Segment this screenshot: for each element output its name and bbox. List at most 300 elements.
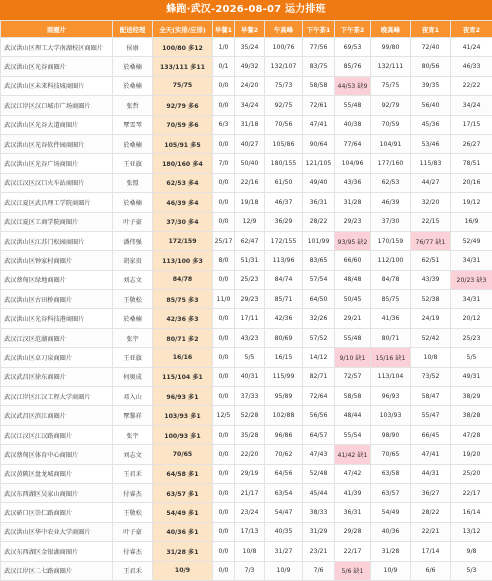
table-row[interactable] <box>1 522 492 541</box>
shift-cell: 49/32 <box>235 57 265 76</box>
shift-cell: 9/8 <box>451 542 492 561</box>
shift-cell: 55/48 <box>335 328 371 347</box>
manager-cell: 王敬松 <box>113 503 153 522</box>
total-cell: 75/75 <box>153 76 213 95</box>
total-cell: 16/16 <box>153 348 213 367</box>
column-header[interactable]: 夜宵2 <box>451 21 492 38</box>
shift-cell: 57/52 <box>303 328 335 347</box>
shift-cell: 22/17 <box>335 542 371 561</box>
shift-cell: 177/160 <box>371 154 411 173</box>
shift-cell: 84/78 <box>371 270 411 289</box>
column-header[interactable]: 早餐2 <box>235 21 265 38</box>
shift-cell: 25/17 <box>213 231 235 250</box>
shift-cell: 42/36 <box>265 309 303 328</box>
shift-cell: 49/40 <box>303 173 335 192</box>
shift-cell: 10/9 <box>265 561 303 580</box>
shift-cell: 56/40 <box>411 96 451 115</box>
manager-cell: 覃黎祥 <box>113 406 153 425</box>
shift-cell: 80/56 <box>411 57 451 76</box>
shift-cell: 46/37 <box>265 193 303 212</box>
shift-cell: 25/23 <box>235 270 265 289</box>
manager-cell: 覃雪琴 <box>113 115 153 134</box>
roster-table <box>0 20 492 581</box>
shift-cell: 36/31 <box>335 503 371 522</box>
shift-cell: 7/6 <box>303 561 335 580</box>
shift-cell: 113/104 <box>371 367 411 386</box>
shift-cell: 45/36 <box>411 115 451 134</box>
shift-cell: 40/38 <box>335 115 371 134</box>
shift-cell: 62/53 <box>371 173 411 192</box>
shift-cell: 20/12 <box>451 309 492 328</box>
shift-cell: 58/58 <box>303 76 335 95</box>
total-cell: 46/39 多4 <box>153 193 213 212</box>
shift-cell: 40/35 <box>265 522 303 541</box>
shift-cell: 0/0 <box>213 76 235 95</box>
shift-cell: 31/29 <box>303 522 335 541</box>
shift-cell: 47/41 <box>411 445 451 464</box>
shift-cell: 0/0 <box>213 134 235 153</box>
shift-cell: 7/0 <box>213 154 235 173</box>
store-cell: 武汉江汉区汉口火车站商圈片 <box>1 173 113 192</box>
manager-cell: 叶子豪 <box>113 212 153 231</box>
table-row[interactable] <box>1 445 492 464</box>
shift-cell: 70/62 <box>265 445 303 464</box>
manager-cell: 王亚旗 <box>113 348 153 367</box>
shift-cell: 58/47 <box>411 387 451 406</box>
table-row[interactable] <box>1 231 492 250</box>
shift-cell: 22/16 <box>235 173 265 192</box>
shift-cell: 90/64 <box>303 134 335 153</box>
shift-cell: 22/15 <box>411 212 451 231</box>
shift-cell: 47/42 <box>335 464 371 483</box>
shift-cell: 44/53 缺9 <box>335 76 371 95</box>
store-cell: 武汉洪山区理工大学南湖校区商圈片 <box>1 38 113 57</box>
total-cell: 172/159 <box>153 231 213 250</box>
shift-cell: 0/0 <box>213 387 235 406</box>
shift-cell: 84/74 <box>265 270 303 289</box>
shift-cell: 100/76 <box>265 38 303 57</box>
shift-cell: 0/0 <box>213 542 235 561</box>
shift-cell: 51/31 <box>235 251 265 270</box>
shift-cell: 0/0 <box>213 96 235 115</box>
shift-cell: 40/31 <box>235 367 265 386</box>
total-cell: 40/36 多1 <box>153 522 213 541</box>
table-row[interactable] <box>1 309 492 328</box>
shift-cell: 29/19 <box>235 464 265 483</box>
shift-cell: 41/24 <box>451 38 492 57</box>
shift-cell: 172/155 <box>265 231 303 250</box>
shift-cell: 29/23 <box>335 212 371 231</box>
total-cell: 70/59 多6 <box>153 115 213 134</box>
shift-cell: 58/58 <box>335 387 371 406</box>
shift-cell: 102/88 <box>265 406 303 425</box>
shift-cell: 52/42 <box>411 328 451 347</box>
shift-cell: 22/21 <box>411 522 451 541</box>
table-row[interactable] <box>1 425 492 444</box>
store-cell: 武汉蔡甸区体育中心商圈片 <box>1 445 113 464</box>
column-header[interactable]: 商圈片 <box>1 21 113 38</box>
shift-cell: 72/64 <box>303 387 335 406</box>
shift-cell: 64/57 <box>303 425 335 444</box>
shift-cell: 48/48 <box>335 270 371 289</box>
table-row[interactable] <box>1 96 492 115</box>
store-cell: 武汉江汉区范湖商圈片 <box>1 328 113 347</box>
column-header[interactable]: 下午茶2 <box>335 21 371 38</box>
shift-cell: 132/111 <box>371 57 411 76</box>
shift-cell: 5/5 <box>451 348 492 367</box>
shift-cell: 38/28 <box>451 406 492 425</box>
column-header[interactable]: 全天(实排/应排) <box>153 21 213 38</box>
shift-cell: 48/44 <box>335 406 371 425</box>
manager-cell: 王敬松 <box>113 290 153 309</box>
total-cell: 10/9 <box>153 561 213 580</box>
shift-cell: 16/9 <box>451 212 492 231</box>
shift-cell: 53/46 <box>411 134 451 153</box>
shift-cell: 10/9 <box>371 561 411 580</box>
manager-cell: 张哲 <box>113 96 153 115</box>
shift-cell: 54/47 <box>265 503 303 522</box>
page-title: 蜂跑·武汉-2026-08-07 运力排班 <box>0 0 492 20</box>
table-header-row <box>1 21 492 38</box>
shift-cell: 64/56 <box>265 464 303 483</box>
total-cell: 133/111 多11 <box>153 57 213 76</box>
shift-cell: 92/75 <box>265 96 303 115</box>
shift-cell: 52/38 <box>411 290 451 309</box>
shift-cell: 40/36 <box>371 522 411 541</box>
table-row[interactable] <box>1 154 492 173</box>
shift-cell: 0/0 <box>213 503 235 522</box>
column-header[interactable]: 配送经理 <box>113 21 153 38</box>
shift-cell: 47/28 <box>451 425 492 444</box>
shift-cell: 6/3 <box>213 115 235 134</box>
manager-cell: 王亚旗 <box>113 154 153 173</box>
store-cell: 武汉洪山区光谷大道商圈片 <box>1 115 113 134</box>
shift-cell: 52/49 <box>451 231 492 250</box>
shift-cell: 1/0 <box>213 38 235 57</box>
shift-cell: 66/45 <box>411 425 451 444</box>
shift-cell: 22/17 <box>451 483 492 502</box>
shift-cell: 41/36 <box>371 309 411 328</box>
table-row[interactable] <box>1 270 492 289</box>
store-cell: 武汉武昌区滨江商圈片 <box>1 406 113 425</box>
total-cell: 70/65 <box>153 445 213 464</box>
shift-cell: 92/79 <box>371 96 411 115</box>
shift-cell: 72/61 <box>303 96 335 115</box>
shift-cell: 47/41 <box>303 115 335 134</box>
shift-cell: 32/20 <box>411 193 451 212</box>
shift-cell: 15/16 缺1 <box>371 348 411 367</box>
manager-cell: 张宇 <box>113 425 153 444</box>
shift-cell: 20/23 缺3 <box>451 270 492 289</box>
shift-cell: 80/71 <box>371 328 411 347</box>
table-row[interactable] <box>1 115 492 134</box>
store-cell: 武汉东西湖区吴家山商圈片 <box>1 483 113 502</box>
shift-cell: 104/91 <box>371 134 411 153</box>
shift-cell: 19/18 <box>235 193 265 212</box>
table-row[interactable] <box>1 464 492 483</box>
shift-cell: 16/14 <box>451 503 492 522</box>
column-header[interactable]: 下午茶1 <box>303 21 335 38</box>
shift-cell: 0/0 <box>213 348 235 367</box>
shift-cell: 9/10 缺1 <box>335 348 371 367</box>
manager-cell: 邓入山 <box>113 387 153 406</box>
table-row[interactable] <box>1 173 492 192</box>
shift-cell: 29/28 <box>335 522 371 541</box>
shift-cell: 66/60 <box>335 251 371 270</box>
shift-cell: 17/14 <box>411 542 451 561</box>
store-cell: 武汉洪山区光谷软件园商圈片 <box>1 134 113 153</box>
store-cell: 武汉洪山区未来科技城商圈片 <box>1 76 113 95</box>
store-cell: 武汉江汉区江汉路商圈片 <box>1 425 113 444</box>
shift-cell: 0/0 <box>213 483 235 502</box>
shift-cell: 25/20 <box>451 464 492 483</box>
shift-cell: 95/89 <box>265 387 303 406</box>
shift-cell: 38/33 <box>303 503 335 522</box>
shift-cell: 56/56 <box>303 406 335 425</box>
shift-cell: 34/31 <box>451 290 492 309</box>
total-cell: 115/104 多1 <box>153 367 213 386</box>
table-row[interactable] <box>1 503 492 522</box>
shift-cell: 101/99 <box>303 231 335 250</box>
shift-cell: 50/45 <box>335 290 371 309</box>
shift-cell: 21/17 <box>235 483 265 502</box>
table-row[interactable] <box>1 212 492 231</box>
shift-cell: 62/51 <box>411 251 451 270</box>
shift-cell: 76/77 缺1 <box>411 231 451 250</box>
total-cell: 85/75 多3 <box>153 290 213 309</box>
shift-cell: 35/24 <box>235 38 265 57</box>
shift-cell: 37/30 <box>371 212 411 231</box>
store-cell: 武汉东西湖区金银湖商圈片 <box>1 542 113 561</box>
shift-cell: 55/54 <box>335 425 371 444</box>
shift-cell: 40/27 <box>235 134 265 153</box>
shift-cell: 31/28 <box>335 193 371 212</box>
shift-cell: 46/33 <box>451 57 492 76</box>
shift-cell: 0/0 <box>213 173 235 192</box>
shift-cell: 132/107 <box>265 57 303 76</box>
shift-cell: 61/50 <box>265 173 303 192</box>
manager-cell: 於桑楠 <box>113 193 153 212</box>
total-cell: 180/160 多4 <box>153 154 213 173</box>
shift-cell: 28/22 <box>303 212 335 231</box>
shift-cell: 82/71 <box>303 367 335 386</box>
shift-cell: 38/29 <box>451 387 492 406</box>
shift-cell: 26/27 <box>451 134 492 153</box>
shift-cell: 10/8 <box>411 348 451 367</box>
shift-cell: 170/159 <box>371 231 411 250</box>
total-cell: 105/91 多5 <box>153 134 213 153</box>
shift-cell: 103/93 <box>371 406 411 425</box>
shift-cell: 115/83 <box>411 154 451 173</box>
column-header[interactable]: 晚高峰 <box>371 21 411 38</box>
total-cell: 100/80 多12 <box>153 38 213 57</box>
total-cell: 113/100 多3 <box>153 251 213 270</box>
shift-cell: 0/1 <box>213 57 235 76</box>
manager-cell: 王君禾 <box>113 561 153 580</box>
shift-cell: 39/35 <box>411 76 451 95</box>
shift-cell: 8/0 <box>213 251 235 270</box>
total-cell: 42/36 多3 <box>153 309 213 328</box>
shift-cell: 6/6 <box>411 561 451 580</box>
store-cell: 武汉蔡甸区绿地商圈片 <box>1 270 113 289</box>
shift-cell: 12/5 <box>213 406 235 425</box>
store-cell: 武汉江夏区武昌理工学院商圈片 <box>1 193 113 212</box>
shift-cell: 85/76 <box>335 57 371 76</box>
table-row[interactable] <box>1 542 492 561</box>
table-row[interactable] <box>1 57 492 76</box>
shift-cell: 115/99 <box>265 367 303 386</box>
total-cell: 80/71 多2 <box>153 328 213 347</box>
shift-cell: 35/28 <box>235 425 265 444</box>
shift-cell: 24/20 <box>235 76 265 95</box>
shift-cell: 5/5 <box>235 348 265 367</box>
shift-cell: 54/49 <box>371 503 411 522</box>
shift-cell: 0/0 <box>213 445 235 464</box>
shift-cell: 29/23 <box>235 290 265 309</box>
shift-cell: 23/24 <box>235 503 265 522</box>
table-row[interactable] <box>1 348 492 367</box>
shift-cell: 55/47 <box>411 406 451 425</box>
store-cell: 武汉江岸区二七路商圈片 <box>1 561 113 580</box>
total-cell: 92/79 多6 <box>153 96 213 115</box>
table-row[interactable] <box>1 251 492 270</box>
shift-cell: 22/20 <box>235 445 265 464</box>
shift-cell: 73/52 <box>411 367 451 386</box>
shift-cell: 63/57 <box>371 483 411 502</box>
shift-cell: 0/0 <box>213 425 235 444</box>
shift-cell: 44/31 <box>411 464 451 483</box>
shift-cell: 96/93 <box>371 387 411 406</box>
shift-cell: 7/3 <box>235 561 265 580</box>
shift-cell: 31/27 <box>265 542 303 561</box>
shift-cell: 34/24 <box>235 96 265 115</box>
manager-cell: 叶子豪 <box>113 522 153 541</box>
shift-cell: 24/19 <box>411 309 451 328</box>
table-row[interactable] <box>1 367 492 386</box>
shift-cell: 29/21 <box>335 309 371 328</box>
total-cell: 103/93 多1 <box>153 406 213 425</box>
shift-cell: 0/0 <box>213 270 235 289</box>
shift-cell: 14/12 <box>303 348 335 367</box>
shift-cell: 19/20 <box>451 445 492 464</box>
table-row[interactable] <box>1 561 492 580</box>
store-cell: 武汉洪山区光谷科技港商圈片 <box>1 309 113 328</box>
column-header[interactable]: 早餐1 <box>213 21 235 38</box>
shift-cell: 112/100 <box>371 251 411 270</box>
shift-cell: 46/39 <box>371 193 411 212</box>
table-row[interactable] <box>1 406 492 425</box>
shift-cell: 19/12 <box>451 193 492 212</box>
table-row[interactable] <box>1 328 492 347</box>
table-row[interactable] <box>1 134 492 153</box>
column-header[interactable]: 夜宵1 <box>411 21 451 38</box>
manager-cell: 侯康 <box>113 38 153 57</box>
shift-cell: 96/86 <box>265 425 303 444</box>
total-cell: 37/30 多4 <box>153 212 213 231</box>
shift-cell: 37/33 <box>235 387 265 406</box>
shift-cell: 55/48 <box>335 96 371 115</box>
shift-cell: 17/11 <box>235 309 265 328</box>
store-cell: 武汉洪山区卓刀泉商圈片 <box>1 348 113 367</box>
manager-cell: 付睿杰 <box>113 542 153 561</box>
table-row[interactable] <box>1 38 492 57</box>
shift-cell: 93/95 缺2 <box>335 231 371 250</box>
shift-cell: 0/0 <box>213 193 235 212</box>
store-cell: 武汉洪山区江苏门松园商圈片 <box>1 231 113 250</box>
shift-cell: 0/0 <box>213 328 235 347</box>
store-cell: 武汉洪山区光谷广场商圈片 <box>1 154 113 173</box>
shift-cell: 70/65 <box>371 445 411 464</box>
table-body <box>1 38 492 581</box>
shift-cell: 70/59 <box>371 115 411 134</box>
shift-cell: 41/42 缺1 <box>335 445 371 464</box>
shift-cell: 31/28 <box>371 542 411 561</box>
manager-cell: 胡家贵 <box>113 251 153 270</box>
shift-cell: 34/24 <box>451 96 492 115</box>
shift-cell: 69/53 <box>335 38 371 57</box>
shift-cell: 80/69 <box>265 328 303 347</box>
total-cell: 96/93 多1 <box>153 387 213 406</box>
shift-cell: 52/28 <box>235 406 265 425</box>
shift-cell: 31/18 <box>235 115 265 134</box>
column-header[interactable]: 午高峰 <box>265 21 303 38</box>
shift-cell: 72/40 <box>411 38 451 57</box>
table-row[interactable] <box>1 290 492 309</box>
total-cell: 31/28 多1 <box>153 542 213 561</box>
shift-cell: 45/44 <box>303 483 335 502</box>
shift-cell: 85/71 <box>265 290 303 309</box>
shift-cell: 11/0 <box>213 290 235 309</box>
manager-cell: 潘伟强 <box>113 231 153 250</box>
table-row[interactable] <box>1 387 492 406</box>
shift-cell: 70/56 <box>265 115 303 134</box>
shift-cell: 32/26 <box>303 309 335 328</box>
shift-cell: 105/86 <box>265 134 303 153</box>
shift-cell: 62/47 <box>235 231 265 250</box>
shift-cell: 43/23 <box>235 328 265 347</box>
store-cell: 武汉硚口区崇仁路商圈片 <box>1 503 113 522</box>
shift-cell: 47/43 <box>303 445 335 464</box>
total-cell: 64/58 多1 <box>153 464 213 483</box>
shift-cell: 17/13 <box>235 522 265 541</box>
store-cell: 武汉江岸区江汉工程大学商圈片 <box>1 387 113 406</box>
shift-cell: 63/54 <box>265 483 303 502</box>
total-cell: 100/93 多1 <box>153 425 213 444</box>
shift-cell: 64/50 <box>303 290 335 309</box>
store-cell: 武汉洪山区华中农业大学商圈片 <box>1 522 113 541</box>
shift-cell: 41/39 <box>335 483 371 502</box>
shift-cell: 52/48 <box>303 464 335 483</box>
table-row[interactable] <box>1 193 492 212</box>
shift-cell: 0/0 <box>213 561 235 580</box>
manager-cell: 於桑楠 <box>113 309 153 328</box>
shift-cell: 98/90 <box>371 425 411 444</box>
manager-cell: 付睿杰 <box>113 483 153 502</box>
shift-cell: 25/23 <box>451 328 492 347</box>
shift-cell: 75/73 <box>265 76 303 95</box>
shift-cell: 36/29 <box>265 212 303 231</box>
shift-cell: 77/56 <box>303 38 335 57</box>
table-row[interactable] <box>1 76 492 95</box>
manager-cell: 张盟 <box>113 173 153 192</box>
total-cell: 84/78 <box>153 270 213 289</box>
shift-cell: 0/0 <box>213 309 235 328</box>
shift-cell: 0/0 <box>213 464 235 483</box>
manager-cell: 於桑楠 <box>113 57 153 76</box>
manager-cell: 王君禾 <box>113 464 153 483</box>
shift-cell: 78/51 <box>451 154 492 173</box>
shift-cell: 104/96 <box>335 154 371 173</box>
